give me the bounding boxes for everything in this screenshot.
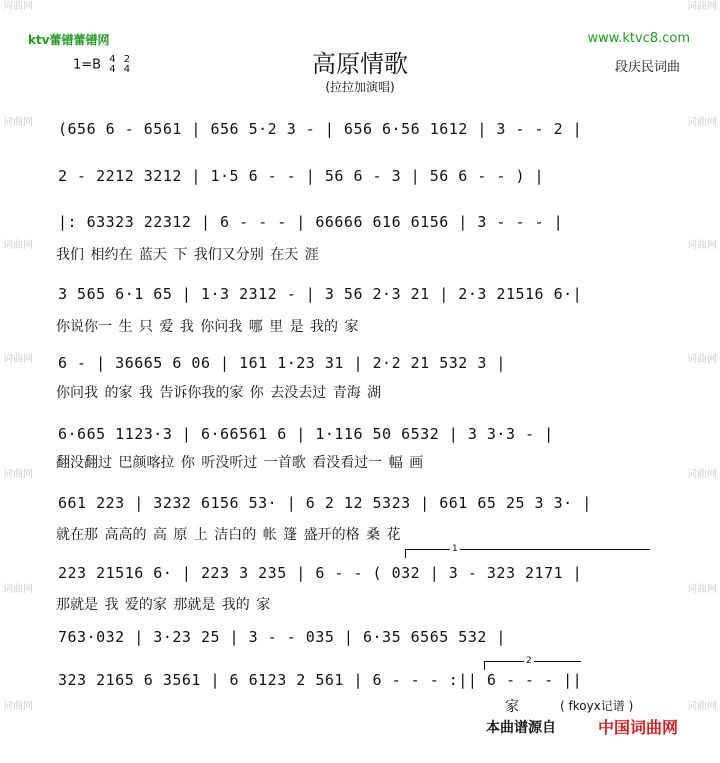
source-site-link[interactable]: 中国词曲网	[598, 718, 679, 737]
volta-label-1: 1	[452, 544, 458, 554]
watermark-text: 词曲网	[3, 1, 33, 12]
lyric-line: 我们 相约在 蓝天 下 我们又分别 在天 涯	[56, 247, 319, 263]
watermark-text: 词曲网	[3, 354, 33, 365]
lyric-line: 那就是 我 爱的家 那就是 我的 家	[56, 597, 271, 613]
watermark-text: 词曲网	[3, 240, 33, 251]
watermark-text: 词曲网	[687, 240, 717, 251]
song-subtitle: (拉拉加演唱)	[325, 80, 395, 94]
notation-line: 323 2165 6 3561 | 6 6123 2 561 | 6 - - - :|| 6 - - - ||	[58, 671, 583, 689]
watermark-text: 词曲网	[687, 354, 717, 365]
lyric-line: 翻没翻过 巴颜喀拉 你 听没听过 一首歌 看没看过一 幅 画	[56, 455, 424, 471]
notation-line: 6 - | 36665 6 06 | 161 1·23 31 | 2·2 21 532 3 |	[58, 354, 506, 372]
lyric-line: 你问我 的家 我 告诉你我的家 你 去没去过 青海 湖	[56, 385, 382, 401]
lyric-line: 就在那 高高的 高 原 上 洁白的 帐 篷 盛开的格 桑 花	[56, 527, 401, 543]
notation-line: 223 21516 6· | 223 3 235 | 6 - - ( 032 | 3 - 323 2171 |	[58, 564, 583, 582]
watermark-text: 词曲网	[687, 701, 717, 712]
notation-line: |: 63323 22312 | 6 - - - | 66666 616 6156 | 3 - - - |	[58, 213, 564, 231]
time-signature-2-4: 2 4	[123, 54, 131, 75]
notation-line: (656 6 - 6561 | 656 5·2 3 - | 656 6·56 1612 | 3 - - 2 |	[58, 120, 583, 138]
watermark-text: 词曲网	[687, 469, 717, 480]
lyric-line: 家	[505, 699, 519, 715]
site-url-right[interactable]: www.ktvc8.com	[587, 31, 690, 46]
lyric-line: 你说你一 生 只 爱 我 你问我 哪 里 是 我的 家	[56, 319, 359, 335]
watermark-text: 词曲网	[687, 584, 717, 595]
notation-line: 763·032 | 3·23 25 | 3 - - 035 | 6·35 6565 532 |	[58, 628, 506, 646]
time-signature-4-4: 4 4	[109, 54, 116, 75]
volta-label-2: 2	[526, 656, 532, 666]
site-name-left[interactable]: ktv蕾镨蕾镨网	[28, 33, 110, 47]
watermark-text: 词曲网	[3, 701, 33, 712]
volta-bracket-1	[405, 549, 650, 558]
watermark-text: 词曲网	[3, 117, 33, 128]
song-title: 高原情歌	[312, 50, 408, 78]
notation-line: 2 - 2212 3212 | 1·5 6 - - | 56 6 - 3 | 56 6 - - ) |	[58, 167, 545, 185]
watermark-text: 词曲网	[3, 469, 33, 480]
notation-line: 6·665 1123·3 | 6·66561 6 | 1·116 50 6532 | 3 3·3 - |	[58, 425, 554, 443]
source-label: 本曲谱源自	[486, 720, 556, 736]
watermark-text: 词曲网	[3, 584, 33, 595]
notation-line: 661 223 | 3232 6156 53· | 6 2 12 5323 | 661 65 25 3 3· |	[58, 494, 592, 512]
key-label: 1=B	[73, 57, 102, 73]
watermark-text: 词曲网	[687, 1, 717, 12]
notation-line: 3 565 6·1 65 | 1·3 2312 - | 3 56 2·3 21 | 2·3 21516 6·|	[58, 285, 583, 303]
transcriber-note: ( fkoyx记谱 )	[560, 699, 634, 713]
watermark-text: 词曲网	[687, 117, 717, 128]
credits: 段庆民词曲	[614, 60, 680, 75]
